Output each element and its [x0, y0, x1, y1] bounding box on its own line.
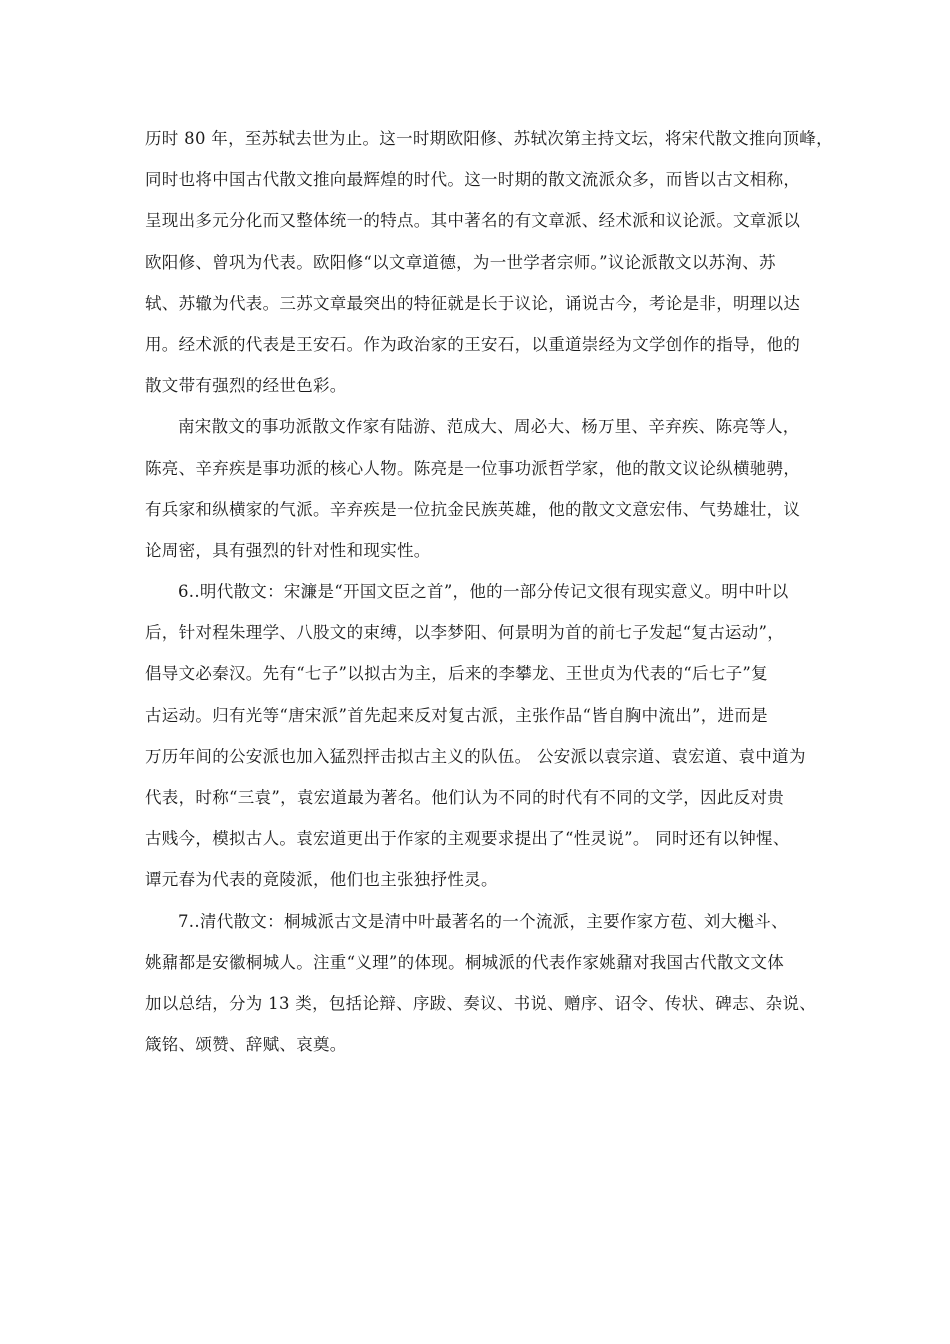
paragraph-ming-prose: [145, 571, 825, 901]
text-line: 代表，时称“三袁”，袁宏道最为著名。他们认为不同的时代有不同的文学，因此反对贵: [145, 788, 785, 807]
text-line: 后，针对程朱理学、八股文的束缚，以李梦阳、何景明为首的前七子发起“复古运动”，: [145, 623, 785, 643]
text-line: 倡导文必秦汉。先有“七子”以拟古为主，后来的李攀龙、王世贞为代表的“后七子”复: [145, 664, 768, 684]
paragraph-song-southern: [145, 406, 825, 571]
text-line: 姚鼐都是安徽桐城人。注重“义理”的体现。桐城派的代表作家姚鼐对我国古代散文文体: [145, 952, 785, 972]
text-line: 有兵家和纵横家的气派。辛弃疾是一位抗金民族英雄，他的散文文意宏伟、气势雄壮，议: [145, 499, 801, 519]
text-line: 南宋散文的事功派散文作家有陆游、范成大、周必大、杨万里、辛弃疾、陈亮等人，: [178, 417, 800, 437]
paragraph-song-northern: [145, 118, 833, 406]
text-line: 散文带有强烈的经世色彩。: [145, 376, 347, 396]
text-line: 7..清代散文：桐城派古文是清中叶最著名的一个流派，主要作家方苞、刘大櫆斗、: [178, 911, 788, 931]
text-line: 轼、苏辙为代表。三苏文章最突出的特征就是长于议论，诵说古今，考论是非，明理以达: [145, 293, 801, 313]
text-line: 历时 80 年，至苏轼去世为止。这一时期欧阳修、苏轼次第主持文坛，将宋代散文推向顶峰，: [145, 129, 833, 148]
paragraph-qing-prose: [145, 901, 825, 1066]
text-line: 陈亮、辛弃疾是事功派的核心人物。陈亮是一位事功派哲学家，他的散文议论纵横驰骋，: [145, 458, 801, 478]
document-body: [145, 118, 833, 1065]
text-line: 用。经术派的代表是王安石。作为政治家的王安石，以重道崇经为文学创作的指导，他的: [145, 334, 801, 354]
text-line: 古运动。归有光等“唐宋派”首先起来反对复古派，主张作品“皆自胸中流出”，进而是: [145, 705, 768, 725]
text-line: 论周密，具有强烈的针对性和现实性。: [145, 540, 431, 560]
text-line: 谭元春为代表的竟陵派，他们也主张独抒性灵。: [145, 870, 498, 890]
text-line: 同时也将中国古代散文推向最辉煌的时代。这一时期的散文流派众多，而皆以古文相称，: [145, 170, 801, 190]
text-line: 呈现出多元分化而又整体统一的特点。其中著名的有文章派、经术派和议论派。文章派以: [145, 211, 801, 231]
text-line: 箴铭、颂赞、辞赋、哀奠。: [145, 1035, 347, 1055]
text-line: 6..明代散文：宋濂是“开国文臣之首”，他的一部分传记文很有现实意义。明中叶以: [178, 582, 789, 602]
text-line: 万历年间的公安派也加入猛烈抨击拟古主义的队伍。 公安派以袁宗道、袁宏道、袁中道为: [145, 746, 806, 766]
text-line: 加以总结，分为 13 类，包括论辩、序跋、奏议、书说、赠序、诏令、传状、碑志、杂说、: [145, 993, 817, 1013]
text-line: 古贱今，模拟古人。袁宏道更出于作家的主观要求提出了“性灵说”。 同时还有以钟惺、: [145, 829, 790, 849]
text-line: 欧阳修、曾巩为代表。欧阳修“以文章道德，为一世学者宗师。”议论派散文以苏洵、苏: [145, 252, 776, 272]
